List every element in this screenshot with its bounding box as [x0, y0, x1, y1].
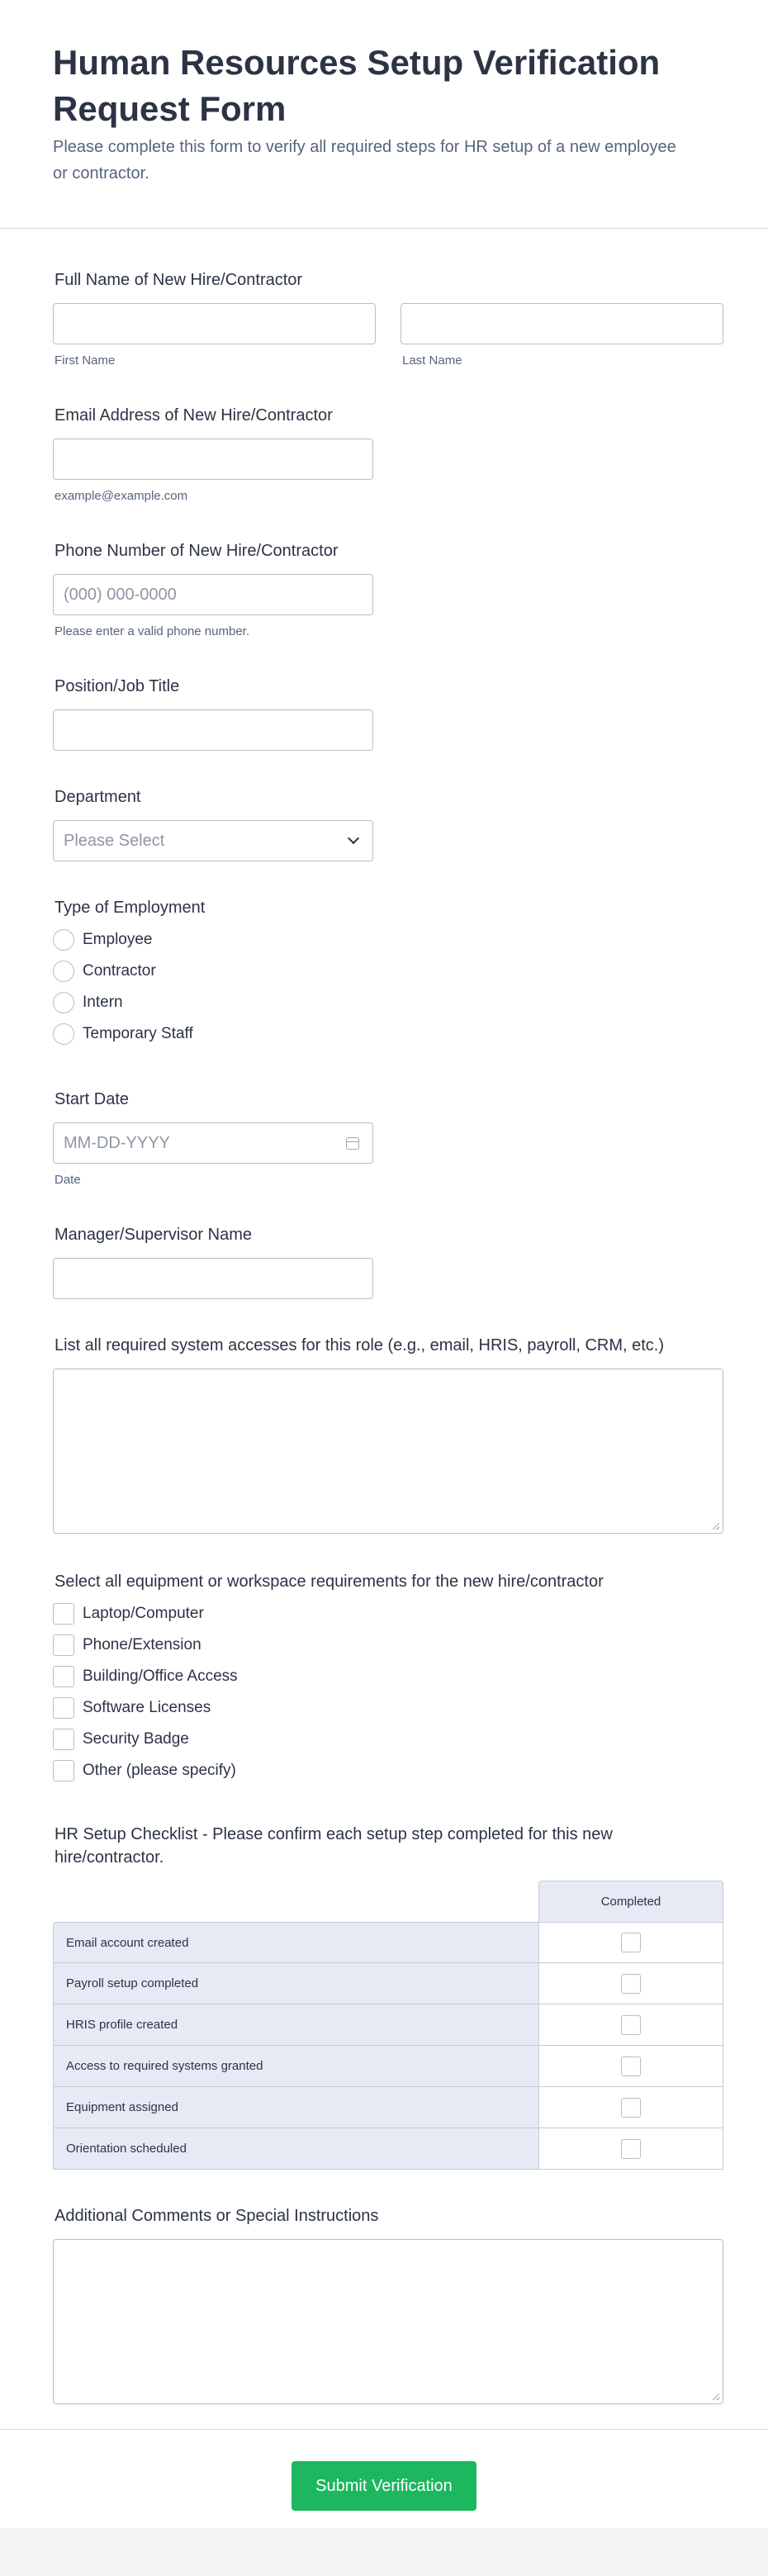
- start-date-sublabel: Date: [55, 1173, 81, 1187]
- employment-option-contractor[interactable]: [53, 956, 723, 987]
- table-row: [53, 2087, 723, 2128]
- checkbox[interactable]: [53, 1666, 74, 1687]
- matrix-row-label: HRIS profile created: [53, 2004, 538, 2046]
- equipment-option-phone[interactable]: [53, 1630, 723, 1661]
- equipment-option-software-licenses[interactable]: [53, 1692, 723, 1724]
- resize-handle-icon[interactable]: [713, 1523, 719, 1530]
- checkbox[interactable]: [53, 1634, 74, 1656]
- employment-option-temporary-staff[interactable]: [53, 1018, 723, 1050]
- matrix-row-label: Email account created: [53, 1922, 538, 1963]
- full-name-field: [53, 229, 723, 369]
- phone-sublabel: Please enter a valid phone number.: [55, 624, 249, 638]
- matrix-column-header: Completed: [538, 1881, 723, 1922]
- phone-input[interactable]: (000) 000-0000: [53, 574, 373, 615]
- department-field: [53, 751, 723, 861]
- page-subtitle: Please complete this form to verify all required steps for HR setup of a new employee or contractor.: [53, 138, 676, 183]
- checklist-label: HR Setup Checklist - Please confirm each setup step completed for this new hire/contractor.: [55, 1825, 613, 1867]
- matrix-row-label: Access to required systems granted: [53, 2046, 538, 2087]
- checkbox[interactable]: [621, 2057, 641, 2076]
- checkbox-label: Security Badge: [83, 1730, 189, 1748]
- matrix-row-label: Equipment assigned: [53, 2087, 538, 2128]
- form-header: [0, 0, 768, 229]
- phone-field: [53, 505, 723, 640]
- checkbox-label: Other (please specify): [83, 1762, 236, 1779]
- comments-label: Additional Comments or Special Instructions: [55, 2207, 379, 2225]
- equipment-option-laptop[interactable]: [53, 1598, 723, 1630]
- checkbox[interactable]: [621, 2098, 641, 2118]
- table-row: [53, 1963, 723, 2004]
- equipment-field: [53, 1534, 723, 1786]
- system-access-textarea[interactable]: [53, 1369, 723, 1534]
- employment-option-employee[interactable]: [53, 924, 723, 956]
- table-row: [53, 2046, 723, 2087]
- checklist-field: [53, 1786, 723, 2170]
- position-label: Position/Job Title: [55, 677, 180, 695]
- start-date-label: Start Date: [55, 1090, 130, 1108]
- manager-input[interactable]: [53, 1258, 373, 1299]
- radio-button[interactable]: [53, 961, 74, 982]
- start-date-field: [53, 1050, 723, 1188]
- first-name-input[interactable]: [53, 303, 376, 344]
- phone-label: Phone Number of New Hire/Contractor: [55, 542, 339, 560]
- checklist-matrix: [53, 1881, 723, 2170]
- checkbox-label: Phone/Extension: [83, 1636, 201, 1653]
- checkbox[interactable]: [621, 2139, 641, 2159]
- checkbox[interactable]: [621, 2015, 641, 2035]
- email-field: [53, 369, 723, 505]
- manager-label: Manager/Supervisor Name: [55, 1226, 252, 1244]
- position-field: [53, 640, 723, 751]
- employment-option-intern[interactable]: [53, 987, 723, 1018]
- matrix-row-label: Orientation scheduled: [53, 2128, 538, 2170]
- checkbox[interactable]: [53, 1697, 74, 1719]
- matrix-cell: [538, 2087, 723, 2128]
- comments-textarea[interactable]: [53, 2239, 723, 2404]
- equipment-option-security-badge[interactable]: [53, 1724, 723, 1755]
- table-row: [53, 2004, 723, 2046]
- checkbox[interactable]: [621, 1974, 641, 1994]
- department-select[interactable]: [53, 820, 373, 861]
- matrix-cell: [538, 1963, 723, 2004]
- last-name-sublabel: Last Name: [402, 353, 462, 368]
- radio-label: Temporary Staff: [83, 1025, 193, 1042]
- manager-field: [53, 1188, 723, 1299]
- checkbox[interactable]: [621, 1933, 641, 1952]
- equipment-option-other[interactable]: [53, 1755, 723, 1786]
- matrix-cell: [538, 2128, 723, 2170]
- checkbox[interactable]: [53, 1760, 74, 1781]
- equipment-option-building-access[interactable]: [53, 1661, 723, 1692]
- form-body: [0, 229, 768, 2429]
- checkbox-label: Software Licenses: [83, 1699, 211, 1716]
- matrix-cell: [538, 1922, 723, 1963]
- last-name-input[interactable]: [401, 303, 723, 344]
- radio-label: Contractor: [83, 962, 156, 980]
- calendar-icon[interactable]: [346, 1137, 359, 1150]
- email-label: Email Address of New Hire/Contractor: [55, 406, 333, 425]
- checkbox-label: Building/Office Access: [83, 1668, 238, 1685]
- chevron-down-icon: [348, 833, 359, 844]
- department-label: Department: [55, 788, 141, 806]
- system-access-field: [53, 1299, 723, 1534]
- radio-label: Intern: [83, 994, 123, 1011]
- radio-button[interactable]: [53, 1023, 74, 1045]
- equipment-label: Select all equipment or workspace requirements for the new hire/contractor: [55, 1573, 604, 1591]
- employment-type-field: [53, 861, 723, 1050]
- start-date-input[interactable]: [53, 1122, 373, 1164]
- radio-label: Employee: [83, 931, 153, 948]
- start-date-placeholder: MM-DD-YYYY: [64, 1133, 170, 1152]
- system-access-label: List all required system accesses for this role (e.g., email, HRIS, payroll, CRM, etc.): [55, 1336, 665, 1354]
- radio-button[interactable]: [53, 992, 74, 1013]
- table-row: [53, 1922, 723, 1963]
- position-input[interactable]: [53, 709, 373, 751]
- form-footer: [0, 2429, 768, 2528]
- matrix-cell: [538, 2004, 723, 2046]
- employment-type-label: Type of Employment: [55, 899, 206, 917]
- comments-field: [53, 2170, 723, 2429]
- matrix-cell: [538, 2046, 723, 2087]
- checkbox[interactable]: [53, 1729, 74, 1750]
- checkbox[interactable]: [53, 1603, 74, 1625]
- matrix-row-label: Payroll setup completed: [53, 1963, 538, 2004]
- submit-button[interactable]: Submit Verification: [292, 2461, 476, 2511]
- department-selected-value: Please Select: [64, 831, 165, 850]
- table-row: [53, 2128, 723, 2170]
- radio-button[interactable]: [53, 929, 74, 951]
- first-name-sublabel: First Name: [55, 353, 116, 368]
- page-title: Human Resources Setup Verification Request Form: [53, 43, 661, 128]
- email-input[interactable]: [53, 439, 373, 480]
- full-name-label: Full Name of New Hire/Contractor: [55, 271, 303, 289]
- email-sublabel: example@example.com: [55, 489, 188, 503]
- resize-handle-icon[interactable]: [713, 2393, 719, 2400]
- checkbox-label: Laptop/Computer: [83, 1605, 204, 1622]
